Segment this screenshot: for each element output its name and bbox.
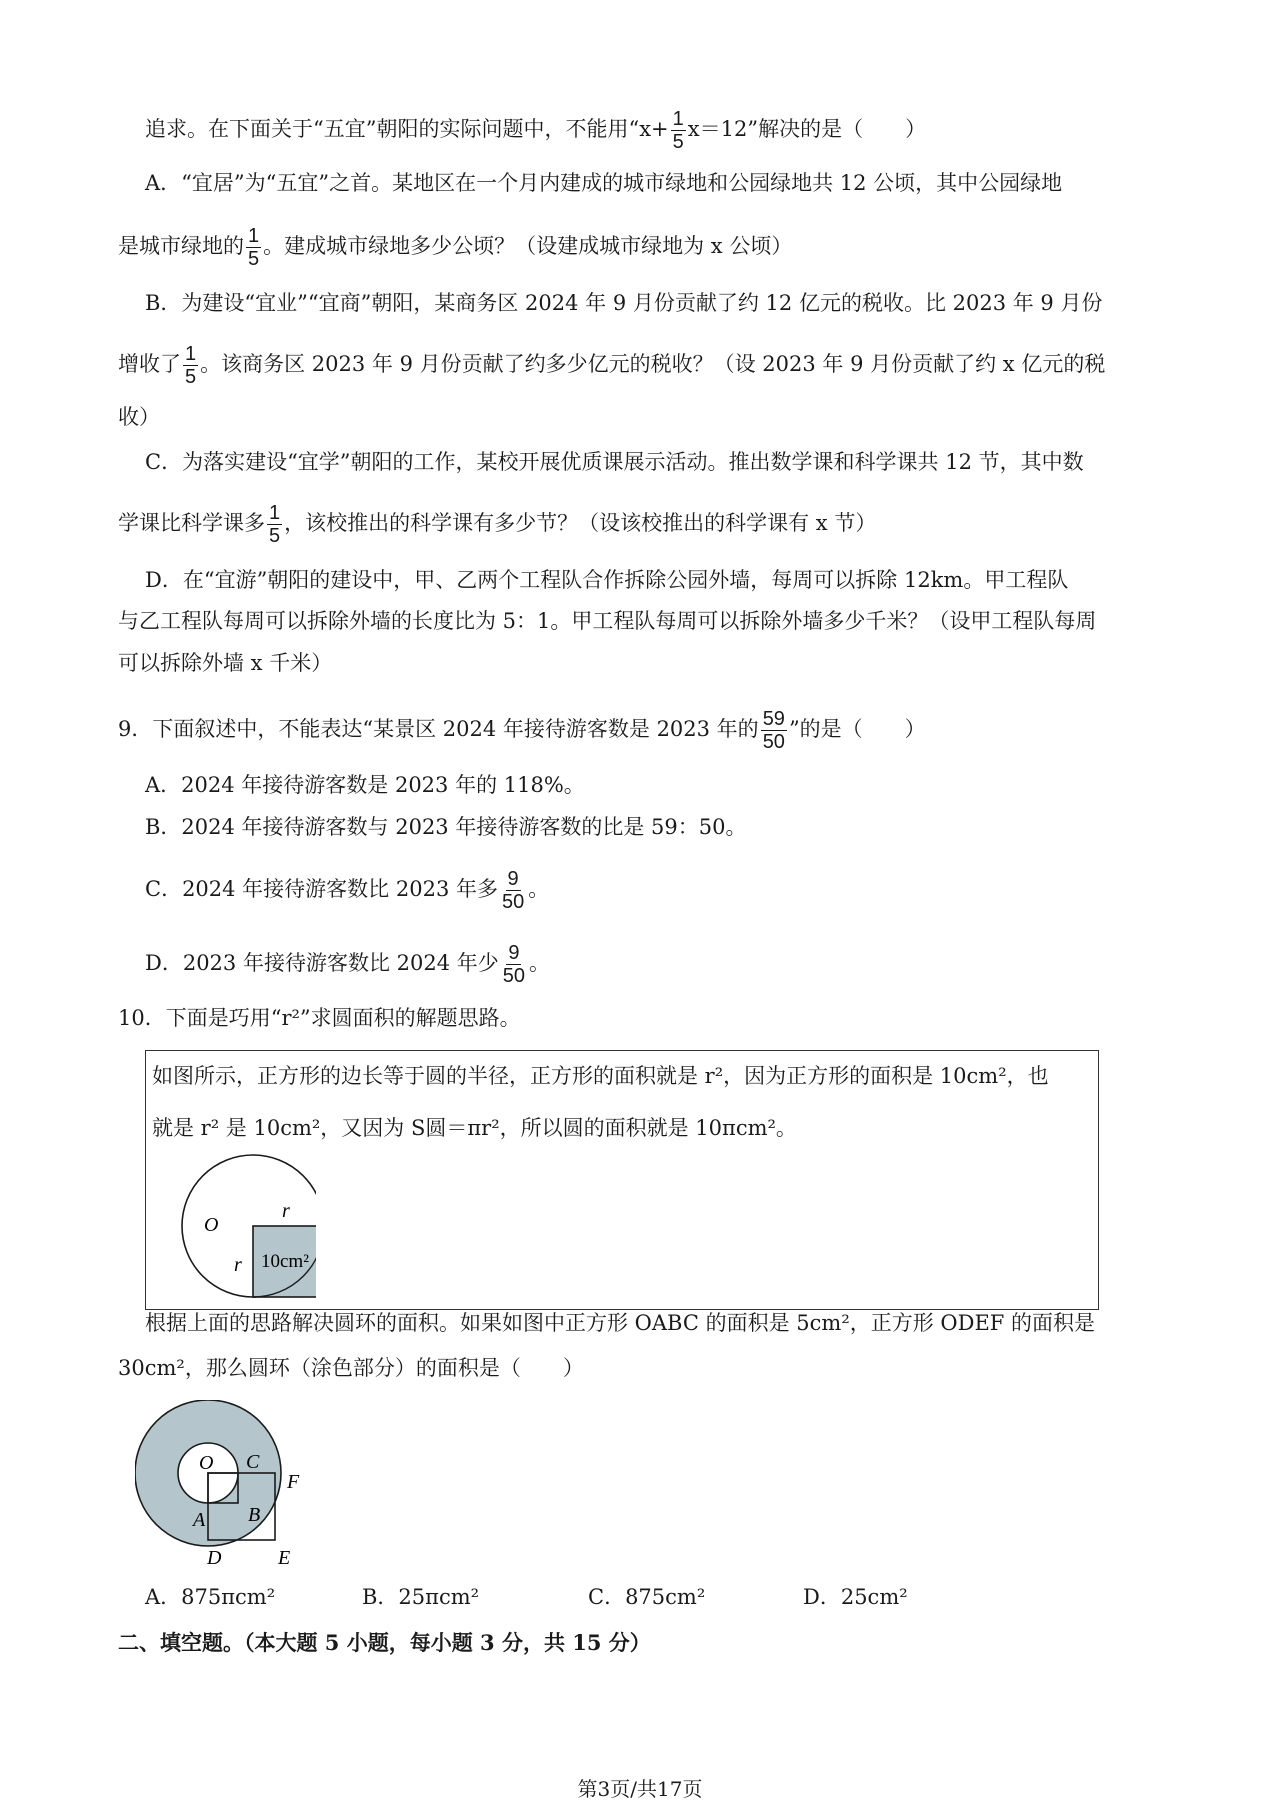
q8-option-c-line2: 学课比科学课多 $\frac{1}{5}$ ，该校推出的科学课有多少节？（设该校推出的科学课有 x 节） (118, 502, 877, 547)
label-r-left: r (234, 1254, 242, 1276)
q9-stem: 9．下面叙述中，不能表达“某景区 2024 年接待游客数是 2023 年的 $\frac{59}{50}$ ”的是（ ） (118, 708, 926, 753)
label-r-top: r (282, 1200, 290, 1222)
box-text-line1: 如图所示，正方形的边长等于圆的半径，正方形的面积就是 r²，因为正方形的面积是 10cm²，也 (152, 1064, 1049, 1088)
q8-option-a-line2: 是城市绿地的 $\frac{1}{5}$ 。建成城市绿地多少公顷？（设建成城市绿地为 x 公顷） (118, 225, 793, 270)
q10-stem: 10．下面是巧用“r²”求圆面积的解题思路。 (118, 1006, 521, 1030)
q10-option-c: C．875cm² (588, 1585, 706, 1609)
page-footer: 第3页/共17页 (577, 1777, 703, 1801)
fraction: $\frac{9}{50}$ (502, 942, 525, 987)
q8-option-b-line1: B．为建设“宜业”“宜商”朝阳，某商务区 2024 年 9 月份贡献了约 12 亿元的税收。比 2023 年 9 月份 (145, 291, 1103, 315)
q10-option-b: B．25πcm² (362, 1585, 480, 1609)
label-e: E (278, 1547, 291, 1569)
annulus-figure (135, 1400, 325, 1570)
fraction: $\frac{1}{5}$ (248, 225, 260, 270)
fraction: $\frac{1}{5}$ (269, 502, 281, 547)
label-o: O (204, 1214, 219, 1236)
q8-option-b-line3: 收） (118, 405, 160, 429)
label-a: A (193, 1509, 206, 1531)
fraction: $\frac{1}{5}$ (185, 343, 197, 388)
q10-question-line1: 根据上面的思路解决圆环的面积。如果如图中正方形 OABC 的面积是 5cm²，正方形 ODEF 的面积是 (145, 1311, 1096, 1335)
solution-idea-box (145, 1050, 1099, 1310)
label-b: B (248, 1504, 261, 1526)
box-text-line2: 就是 r² 是 10cm²，又因为 S圆＝πr²，所以圆的面积就是 10πcm²。 (152, 1116, 797, 1140)
q8-option-c-line1: C．为落实建设“宜学”朝阳的工作，某校开展优质课展示活动。推出数学课和科学课共 12 节，其中数 (145, 450, 1084, 474)
label-f: F (287, 1471, 300, 1493)
q9-option-c: C．2024 年接待游客数比 2023 年多 $\frac{9}{50}$ 。 (145, 868, 550, 913)
q9-option-a: A．2024 年接待游客数是 2023 年的 118%。 (145, 773, 585, 797)
circle-square-figure (146, 1143, 316, 1307)
fraction: $\frac{9}{50}$ (501, 868, 525, 913)
q9-option-b: B．2024 年接待游客数与 2023 年接待游客数的比是 59：50。 (145, 815, 747, 839)
q8-option-d-line3: 可以拆除外墙 x 千米） (118, 651, 333, 675)
q10-option-d: D．25cm² (803, 1585, 908, 1609)
q9-option-d: D．2023 年接待游客数比 2024 年少 $\frac{9}{50}$ 。 (145, 942, 550, 987)
fraction: $\frac{1}{5}$ (672, 108, 684, 153)
q8-option-a-line1: A．“宜居”为“五宜”之首。某地区在一个月内建成的城市绿地和公园绿地共 12 公顷，其中公园绿地 (145, 171, 1063, 195)
label-d: D (207, 1547, 222, 1569)
q8-option-b-line2: 增收了 $\frac{1}{5}$ 。该商务区 2023 年 9 月份贡献了约多少亿元的税收？（设 2023 年 9 月份贡献了约 x 亿元的税 (118, 343, 1106, 388)
section-heading: 二、填空题。（本大题 5 小题，每小题 3 分，共 15 分） (118, 1630, 651, 1655)
q10-question-line2: 30cm²，那么圆环（涂色部分）的面积是（ ） (118, 1356, 584, 1380)
label-area: 10cm² (261, 1251, 309, 1272)
fraction: $\frac{59}{50}$ (762, 708, 785, 753)
label-c: C (246, 1451, 260, 1473)
q8-option-d-line1: D．在“宜游”朝阳的建设中，甲、乙两个工程队合作拆除公园外墙，每周可以拆除 12km。甲工程队 (145, 568, 1069, 592)
q8-option-d-line2: 与乙工程队每周可以拆除外墙的长度比为 5：1。甲工程队每周可以拆除外墙多少千米？（设甲工程队每周 (118, 609, 1097, 633)
q8-stem: 追求。在下面关于“五宜”朝阳的实际问题中，不能用“x+ $\frac{1}{5}$ x＝12”解决的是（ ） (145, 108, 927, 153)
label-o: O (199, 1452, 214, 1474)
q10-option-a: A．875πcm² (145, 1585, 276, 1609)
